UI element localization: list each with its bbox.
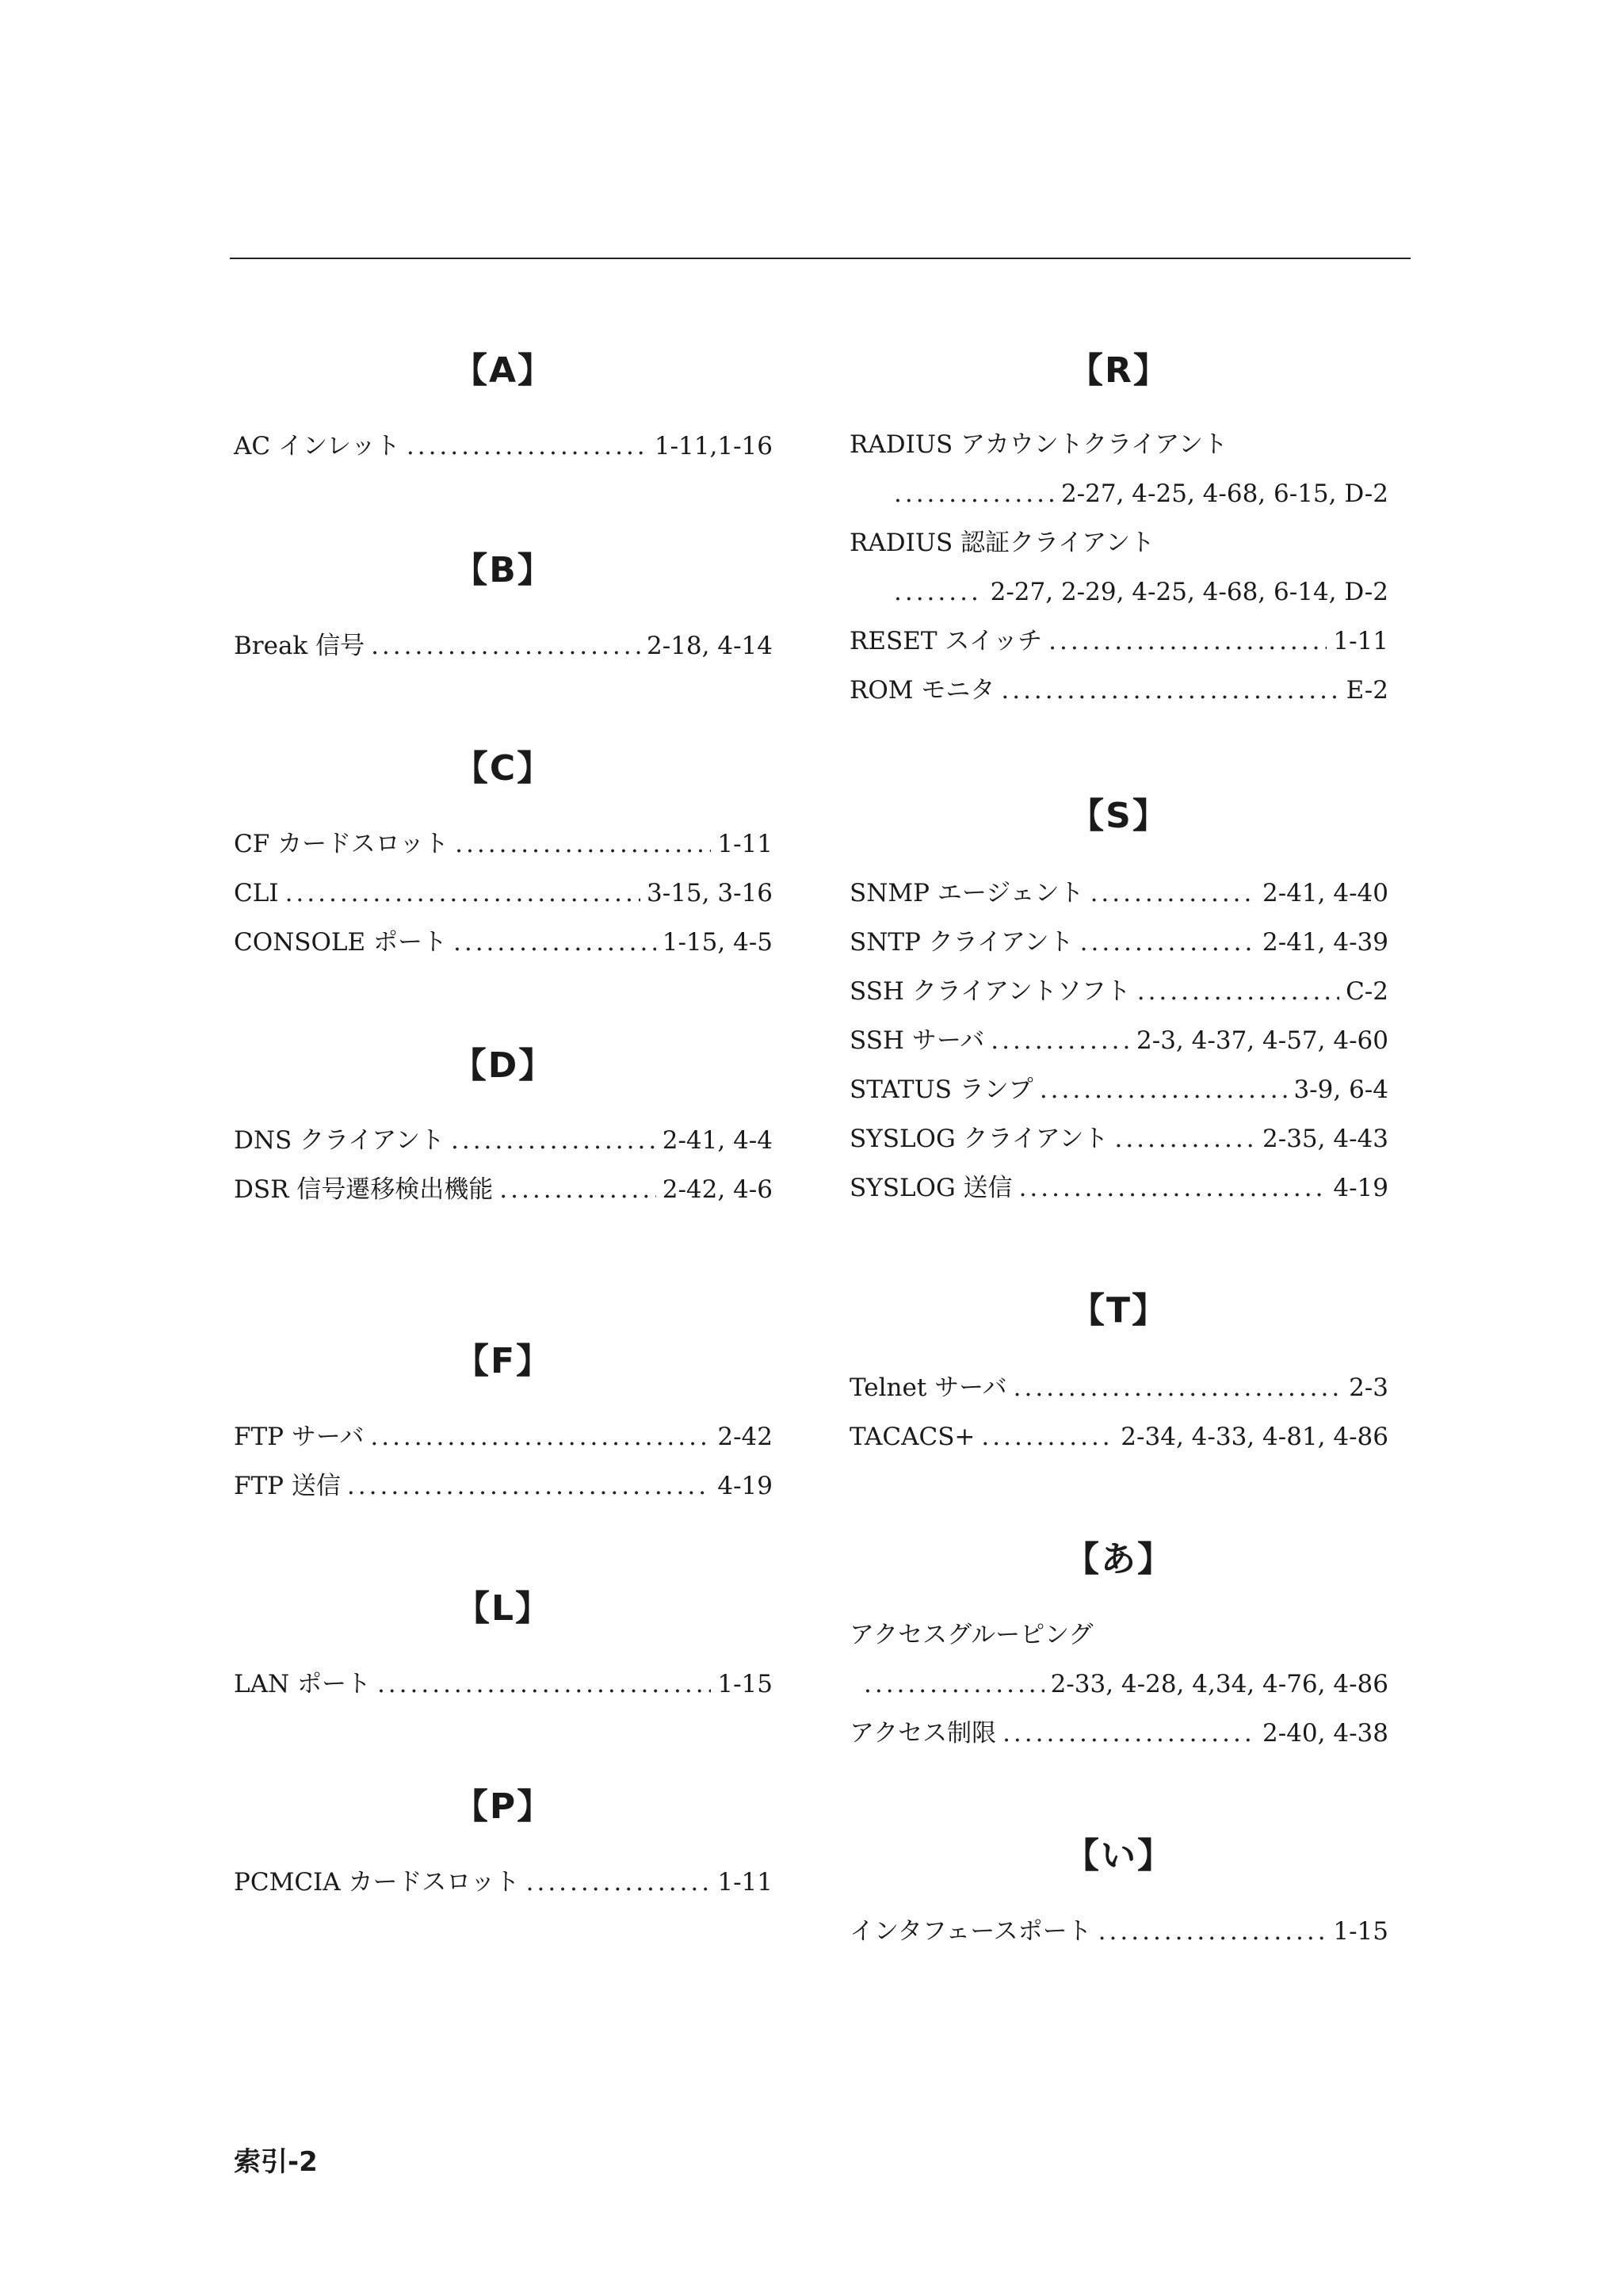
page-footer: 索引-2 xyxy=(234,2146,318,2178)
leader-dots xyxy=(1098,1907,1327,1956)
entry-term: DSR 信号遷移検出機能 xyxy=(234,1175,494,1204)
entry-pages: 1-11,1-16 xyxy=(654,432,773,460)
index-entry[interactable] xyxy=(850,1610,1388,1660)
index-entry[interactable] xyxy=(850,1163,1388,1213)
entry-pages: 2-41, 4-4 xyxy=(662,1126,773,1155)
leader-dots xyxy=(451,1116,656,1165)
entry-pages: 2-18, 4-14 xyxy=(647,632,773,660)
leader-dots xyxy=(991,1016,1130,1065)
entry-pages: 1-11 xyxy=(717,830,773,858)
entry-pages: E-2 xyxy=(1346,676,1388,705)
section-heading-r: 【R】 xyxy=(1068,350,1170,391)
entry-term: FTP サーバ xyxy=(234,1423,365,1451)
leader-dots xyxy=(981,1412,1114,1461)
entry-pages: 2-27, 4-25, 4-68, 6-15, D-2 xyxy=(1060,479,1388,508)
index-entry[interactable] xyxy=(234,1660,773,1709)
entry-term: Break 信号 xyxy=(234,632,365,660)
entry-pages: 1-11 xyxy=(717,1868,773,1897)
entry-term: TACACS+ xyxy=(850,1423,976,1451)
entry-term: SSH クライアントソフト xyxy=(850,977,1131,1006)
index-entry[interactable] xyxy=(850,1907,1388,1956)
entry-pages: 2-3 xyxy=(1349,1373,1388,1402)
leader-dots xyxy=(285,869,640,918)
section-heading-s: 【S】 xyxy=(1069,796,1169,836)
entry-pages: 1-15, 4-5 xyxy=(662,928,773,957)
entry-pages: 2-41, 4-40 xyxy=(1262,879,1388,907)
entry-pages: 4-19 xyxy=(1333,1174,1388,1202)
index-entry[interactable] xyxy=(234,1116,773,1165)
entry-pages: 1-15 xyxy=(1333,1917,1388,1946)
section-heading-i-kana: 【い】 xyxy=(1064,1836,1174,1876)
entry-pages: 4-19 xyxy=(717,1472,773,1500)
index-entry[interactable] xyxy=(850,1412,1388,1461)
leader-dots xyxy=(453,918,656,967)
entry-term: アクセス制限 xyxy=(850,1719,997,1748)
entry-pages: 2-41, 4-39 xyxy=(1262,928,1388,957)
index-entry[interactable] xyxy=(850,518,1388,567)
index-entry[interactable] xyxy=(234,918,773,967)
leader-dots xyxy=(1001,666,1339,715)
section-heading-a: 【A】 xyxy=(452,350,555,391)
entry-pages: 2-42 xyxy=(717,1423,773,1451)
entry-term: PCMCIA カードスロット xyxy=(234,1868,520,1897)
leader-dots xyxy=(1019,1163,1327,1213)
index-entry[interactable] xyxy=(234,819,773,869)
leader-dots xyxy=(894,567,984,617)
header-rule xyxy=(230,258,1411,259)
leader-dots xyxy=(371,621,640,670)
section-heading-d: 【D】 xyxy=(451,1045,556,1086)
leader-dots xyxy=(499,1165,655,1214)
leader-dots xyxy=(1048,617,1327,666)
entry-term: DNS クライアント xyxy=(234,1126,445,1155)
section-heading-c: 【C】 xyxy=(453,748,554,789)
index-entry[interactable] xyxy=(234,1412,773,1461)
index-entry[interactable] xyxy=(234,869,773,918)
index-entry[interactable] xyxy=(850,1016,1388,1065)
leader-dots xyxy=(894,469,1055,518)
index-entry[interactable] xyxy=(234,422,773,471)
entry-term: SYSLOG クライアント xyxy=(850,1125,1109,1153)
index-entry[interactable] xyxy=(850,967,1388,1016)
entry-term: SNTP クライアント xyxy=(850,928,1074,957)
leader-dots xyxy=(1014,1363,1342,1412)
leader-dots xyxy=(377,1660,711,1709)
index-entry-continuation[interactable] xyxy=(850,567,1388,617)
entry-term: STATUS ランプ xyxy=(850,1075,1033,1104)
section-heading-b: 【B】 xyxy=(453,550,554,590)
index-entry[interactable] xyxy=(234,1858,773,1907)
entry-pages: 2-33, 4-28, 4,34, 4-76, 4-86 xyxy=(1050,1670,1388,1698)
entry-pages: 2-3, 4-37, 4-57, 4-60 xyxy=(1136,1026,1388,1055)
entry-term: SSH サーバ xyxy=(850,1026,985,1055)
index-entry[interactable] xyxy=(850,666,1388,715)
entry-term: SYSLOG 送信 xyxy=(850,1174,1013,1202)
entry-term: ROM モニタ xyxy=(850,676,995,705)
leader-dots xyxy=(1114,1114,1256,1163)
section-heading-f: 【F】 xyxy=(453,1341,553,1381)
index-entry[interactable] xyxy=(850,1114,1388,1163)
leader-dots xyxy=(1090,869,1256,918)
entry-pages: 2-34, 4-33, 4-81, 4-86 xyxy=(1121,1423,1388,1451)
entry-pages: 2-42, 4-6 xyxy=(662,1175,773,1204)
entry-term: Telnet サーバ xyxy=(850,1373,1007,1402)
leader-dots xyxy=(1137,967,1339,1016)
entry-pages: 2-35, 4-43 xyxy=(1262,1125,1388,1153)
leader-dots xyxy=(370,1412,711,1461)
leader-dots xyxy=(864,1660,1044,1709)
entry-pages: 2-27, 2-29, 4-25, 4-68, 6-14, D-2 xyxy=(990,578,1388,606)
index-entry[interactable] xyxy=(850,617,1388,666)
entry-pages: 1-11 xyxy=(1333,627,1388,655)
leader-dots xyxy=(1040,1065,1288,1114)
entry-pages: 3-9, 6-4 xyxy=(1293,1075,1388,1104)
index-entry[interactable] xyxy=(234,621,773,670)
leader-dots xyxy=(455,819,711,869)
section-heading-l: 【L】 xyxy=(454,1588,552,1629)
index-entry[interactable] xyxy=(850,918,1388,967)
entry-term: インタフェースポート xyxy=(850,1917,1092,1946)
index-entry[interactable] xyxy=(850,869,1388,918)
index-entry[interactable] xyxy=(850,1709,1388,1758)
index-entry[interactable] xyxy=(850,1363,1388,1412)
entry-pages: 3-15, 3-16 xyxy=(647,879,773,907)
index-entry-continuation[interactable] xyxy=(850,1660,1388,1709)
index-entry-continuation[interactable] xyxy=(850,469,1388,518)
section-heading-t: 【T】 xyxy=(1069,1290,1168,1331)
entry-term: SNMP エージェント xyxy=(850,879,1084,907)
index-entry[interactable] xyxy=(850,1065,1388,1114)
entry-term: RADIUS 認証クライアント xyxy=(850,529,1155,557)
entry-term: RESET スイッチ xyxy=(850,627,1043,655)
index-entry[interactable] xyxy=(234,1461,773,1511)
leader-dots xyxy=(1080,918,1256,967)
leader-dots xyxy=(407,422,648,471)
section-heading-p: 【P】 xyxy=(453,1786,554,1827)
leader-dots xyxy=(526,1858,712,1907)
entry-term: アクセスグルーピング xyxy=(850,1621,1094,1649)
index-entry[interactable] xyxy=(850,420,1388,469)
leader-dots xyxy=(347,1461,711,1511)
entry-term: CLI xyxy=(234,879,279,907)
entry-term: FTP 送信 xyxy=(234,1472,341,1500)
entry-pages: C-2 xyxy=(1346,977,1388,1006)
entry-pages: 1-15 xyxy=(717,1670,773,1698)
entry-term: RADIUS アカウントクライアント xyxy=(850,430,1228,459)
entry-term: AC インレット xyxy=(234,432,400,460)
entry-term: CONSOLE ポート xyxy=(234,928,447,957)
leader-dots xyxy=(1002,1709,1256,1758)
entry-pages: 2-40, 4-38 xyxy=(1262,1719,1388,1748)
index-entry[interactable] xyxy=(234,1165,773,1214)
entry-term: CF カードスロット xyxy=(234,830,449,858)
entry-term: LAN ポート xyxy=(234,1670,371,1698)
section-heading-a-kana: 【あ】 xyxy=(1064,1539,1174,1580)
